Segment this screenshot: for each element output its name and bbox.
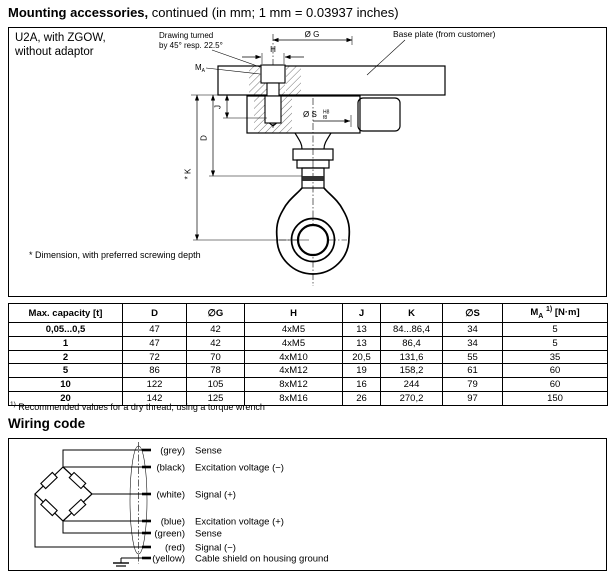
dimension-cell: 13 [343, 336, 381, 350]
dimension-cell: 4xM12 [245, 364, 343, 378]
dimension-cell: 8xM16 [245, 392, 343, 406]
dimension-cell: 34 [443, 336, 503, 350]
dimension-cell: 60 [503, 364, 608, 378]
dim-label-h: H [270, 45, 276, 54]
dimensions-table [8, 303, 608, 406]
dimension-cell: 270,2 [381, 392, 443, 406]
column-header: Max. capacity [t] [9, 304, 123, 323]
drawing-panel [8, 27, 607, 297]
column-header: ∅G [187, 304, 245, 323]
dimension-cell: 84...86,4 [381, 323, 443, 337]
wire-color-label: (blue) [160, 516, 185, 528]
capacity-cell: 5 [9, 364, 123, 378]
dimension-cell: 19 [343, 364, 381, 378]
dim-label-ma: $M_A$ [195, 63, 206, 74]
dimension-cell: 4xM10 [245, 350, 343, 364]
wire-signal-label: Signal (−) [195, 542, 236, 554]
wiring-diagram [9, 439, 605, 569]
dim-label-s: Ø S [303, 110, 317, 119]
dimension-cell: 97 [443, 392, 503, 406]
drawing-footnote: * Dimension, with preferred screwing depth [29, 250, 201, 260]
table-row [9, 350, 608, 364]
dimension-cell: 35 [503, 350, 608, 364]
wire-color-label: (yellow) [152, 553, 185, 565]
dim-g [273, 30, 352, 45]
table-row [9, 336, 608, 350]
strain-gauge [69, 499, 85, 515]
dimension-cell: 86,4 [381, 336, 443, 350]
strain-gauge [69, 472, 85, 488]
wire-signal-label: Cable shield on housing ground [195, 553, 329, 565]
ground-symbol [113, 558, 129, 566]
wire-color-label: (red) [164, 542, 185, 554]
dimension-cell: 142 [123, 392, 187, 406]
dimension-cell: 131,6 [381, 350, 443, 364]
dim-label-s-tol-bot: f8 [323, 115, 328, 121]
turn-note-line1: Drawing turned [159, 31, 214, 40]
wiring-panel [8, 438, 607, 571]
dimension-cell: 13 [343, 323, 381, 337]
dimension-cell: 42 [187, 336, 245, 350]
dimension-cell: 42 [187, 323, 245, 337]
dimension-cell: 70 [187, 350, 245, 364]
dim-label-j: J [213, 105, 223, 109]
dimension-cell: 5 [503, 323, 608, 337]
column-header: D [123, 304, 187, 323]
dimension-cell: 61 [443, 364, 503, 378]
capacity-cell: 0,05...0,5 [9, 323, 123, 337]
column-header: H [245, 304, 343, 323]
dimension-cell: 158,2 [381, 364, 443, 378]
dim-label-g: Ø G [304, 30, 320, 39]
capacity-cell: 1 [9, 336, 123, 350]
wire-signal-label: Sense [195, 445, 222, 457]
dimension-cell: 26 [343, 392, 381, 406]
table-row [9, 323, 608, 337]
dimension-cell: 20,5 [343, 350, 381, 364]
wire-color-label: (grey) [160, 445, 185, 457]
table-header-row [9, 304, 608, 323]
dimension-cell: 16 [343, 378, 381, 392]
dimension-cell: 5 [503, 336, 608, 350]
strain-gauge [41, 499, 57, 515]
dimension-cell: 47 [123, 336, 187, 350]
table-row [9, 378, 608, 392]
base-plate-shape [218, 66, 445, 95]
column-header: J [343, 304, 381, 323]
table-footnote [10, 401, 265, 412]
table-footnote-marker: 1) [10, 401, 16, 408]
dimension-cell: 8xM12 [245, 378, 343, 392]
dimension-cell: 86 [123, 364, 187, 378]
callout-turn-note [159, 31, 260, 67]
dimension-cell: 122 [123, 378, 187, 392]
dim-label-s-tol-top: H8 [323, 109, 330, 116]
capacity-cell: 10 [9, 378, 123, 392]
table-row [9, 364, 608, 378]
dimension-cell: 244 [381, 378, 443, 392]
dimension-cell: 55 [443, 350, 503, 364]
dimension-cell: 4xM5 [245, 336, 343, 350]
wire-color-label: (green) [154, 528, 185, 540]
wire-signal-label: Excitation voltage (−) [195, 462, 284, 474]
wheatstone-bridge [35, 467, 92, 521]
variant-line2: without adaptor [15, 46, 94, 59]
column-header: ∅S [443, 304, 503, 323]
wire-labels [142, 445, 329, 564]
table-footnote-text: Recommended values for a dry thread, using a torque wrench [15, 402, 265, 412]
wire-color-label: (white) [156, 489, 185, 501]
column-header: K [381, 304, 443, 323]
turn-note-line2: by 45° resp. 22.5° [159, 41, 223, 50]
wire-signal-label: Excitation voltage (+) [195, 516, 284, 528]
dim-s [303, 110, 351, 128]
capacity-cell: 2 [9, 350, 123, 364]
column-header-ma: $M_A$ $^{1)}$ [N·m] [503, 304, 608, 323]
wiring-code-heading: Wiring code [8, 416, 86, 431]
strain-gauge [41, 472, 57, 488]
wire-signal-label: Sense [195, 528, 222, 540]
dimension-cell: 79 [443, 378, 503, 392]
dimension-cell: 60 [503, 378, 608, 392]
dimension-cell: 150 [503, 392, 608, 406]
capacity-cell: 20 [9, 392, 123, 406]
wire-color-label: (black) [156, 462, 185, 474]
callout-base-plate [367, 29, 496, 75]
page-title-bold: Mounting accessories, [8, 5, 149, 20]
page-title-rest: continued (in mm; 1 mm = 0.03937 inches) [148, 5, 399, 20]
dimension-cell: 125 [187, 392, 245, 406]
dimension-cell: 72 [123, 350, 187, 364]
dim-label-k: * K [183, 168, 193, 180]
variant-line1: U2A, with ZGOW, [15, 32, 106, 44]
dimension-cell: 34 [443, 323, 503, 337]
page-title [8, 5, 399, 20]
dim-label-d: D [199, 135, 209, 141]
dimension-cell: 105 [187, 378, 245, 392]
wire-signal-label: Signal (+) [195, 489, 236, 501]
dimension-cell: 78 [187, 364, 245, 378]
base-plate-label: Base plate (from customer) [393, 29, 496, 39]
dimension-cell: 47 [123, 323, 187, 337]
dimension-cell: 4xM5 [245, 323, 343, 337]
